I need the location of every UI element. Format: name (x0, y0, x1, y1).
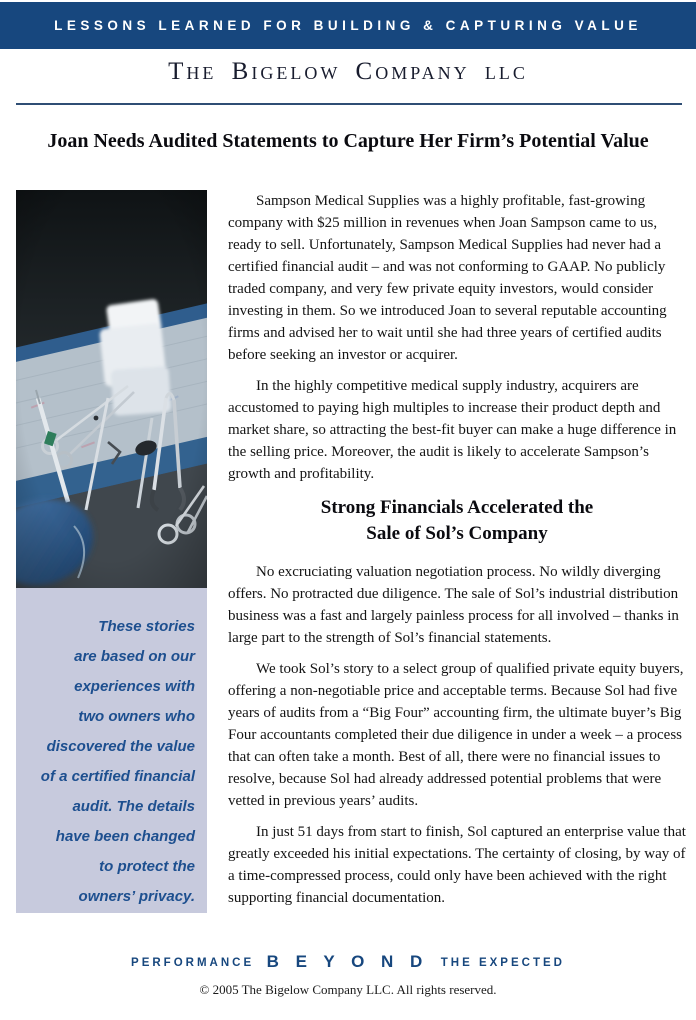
body-paragraph: Sampson Medical Supplies was a highly profitable, fast-growing company with $25 million in revenues when Joan Sampson came to us, ready to sell. Unfortunately, Sampson Medical Supplies had never had a certified financial audit – and was not conforming to GAAP. No publicly traded company, and very few private equity investors, would consider investing in them. So we introduced Joan to several reputable accounting firms and advised her to wait until she had three years of certified audits before seeking an investor or acquirer. (228, 193, 667, 363)
top-banner (0, 2, 696, 49)
body-paragraph: In the highly competitive medical supply industry, acquirers are accustomed to paying high multiples to increase their product depth and market share, so attracting the best-fit buyer can make a huge difference in the selling price. Moreover, the audit is likely to accelerate Sampson’s growth and profitability. (228, 378, 677, 482)
horizontal-divider (16, 103, 682, 105)
banner-title: LESSONS LEARNED FOR BUILDING & CAPTURING VALUE (54, 18, 642, 33)
company-name: The Bigelow Company llc (168, 58, 528, 85)
note-line: owners’ privacy. (78, 888, 195, 905)
sidebar-note-box (16, 588, 207, 913)
body-paragraph: We took Sol’s story to a select group of qualified private equity buyers, offering a non-negotiable price and acceptable terms. Because Sol had five years of audits from a “Big Four” accounting firm, the ultimate buyer’s Big Four accountants completed their due diligence in under a week – a process that can often take a month. Best of all, there were no financial issues to resolve, because Sol had already addressed potential problems that were vetted in previous years’ audits. (228, 661, 684, 809)
section-heading-line: Sale of Sol’s Company (366, 523, 548, 544)
footer-tagline (0, 952, 696, 972)
body-paragraph: In just 51 days from start to finish, Sol captured an enterprise value that greatly exceeded his initial expectations. The certainty of closing, by way of a time-compressed process, could only have been achieved with the right supporting financial documentation. (228, 824, 686, 906)
note-line: to protect the (99, 858, 195, 875)
section-heading-line: Strong Financials Accelerated the (320, 497, 594, 518)
note-line: have been changed (55, 828, 195, 845)
article-body (228, 190, 686, 918)
note-line: experiences with (74, 678, 195, 695)
note-line: of a certified financial (40, 768, 195, 785)
note-line: These stories (98, 618, 195, 635)
copyright-line: © 2005 The Bigelow Company LLC. All rights reserved. (199, 982, 497, 997)
tagline-the-expected: THE EXPECTED (440, 957, 565, 969)
section-heading (228, 495, 686, 547)
body-paragraph: No excruciating valuation negotiation process. No wildly diverging offers. No protracted due diligence. The sale of Sol’s industrial distribution business was a fast and largely painless process for all involved – thanks in large part to the strength of Sol’s financial statements. (228, 564, 679, 646)
medical-instruments-photo (16, 190, 207, 588)
tagline-beyond: B E Y O N D (266, 952, 429, 971)
note-line: audit. The details (72, 798, 195, 815)
tagline-performance: PERFORMANCE (131, 957, 255, 969)
note-line: discovered the value (46, 738, 195, 755)
page-title: Joan Needs Audited Statements to Capture Her Firm’s Potential Value (47, 130, 649, 152)
note-line: are based on our (74, 648, 195, 665)
note-line: two owners who (78, 708, 195, 725)
masthead (0, 58, 696, 86)
